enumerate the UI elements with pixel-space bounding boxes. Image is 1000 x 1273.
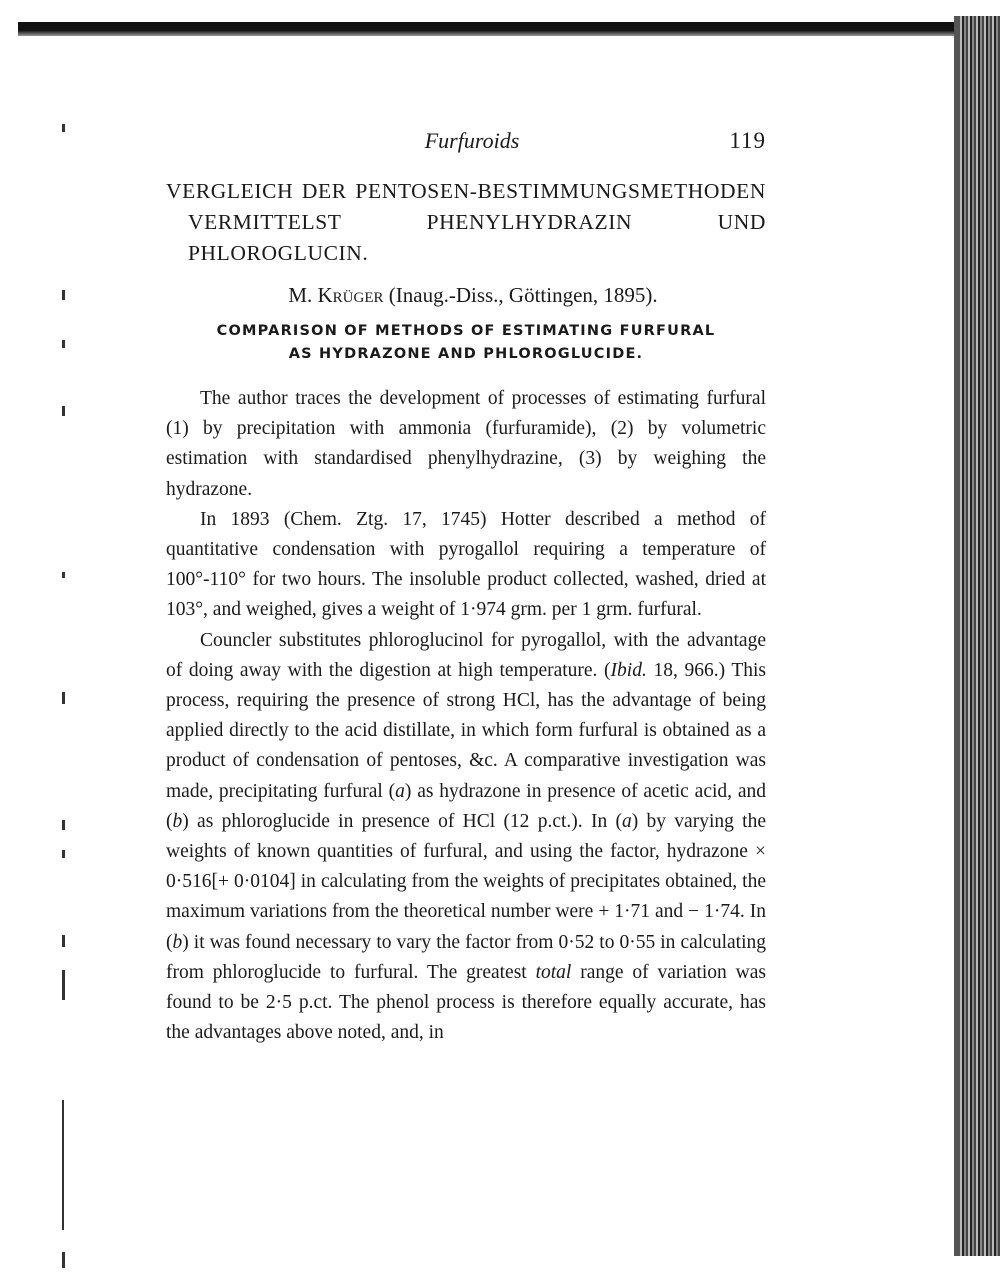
paragraph: The author traces the development of processes of estimating furfural (1) by precipitation with ammonia (furfuramide), (2) by volumetric estimation with standardised phenylhydrazine, (3) by weighing the hydrazone. <box>166 388 766 500</box>
text-run: Councler substitutes phloroglucinol for pyrogallol, with the advantage of doing away with the digestion at high temperature. ( <box>166 629 766 681</box>
margin-mark <box>62 692 65 704</box>
paragraph <box>166 626 766 1049</box>
text-run: 18, 966.) This process, requiring the presence of strong HCl, has the advantage of being applied directly to the acid distillate, in which form furfural is obtained as a product of condensation of pentoses, &c. A comparative investigation was made, precipitating furfural ( <box>166 659 766 802</box>
text-run: range of variation was found to be 2·5 p.ct. The phenol process is therefore equally accurate, has the advantages above noted, and, in <box>166 961 766 1044</box>
citation: (Inaug.-Diss., Göttingen, 1895). <box>383 283 658 307</box>
page-content <box>166 128 766 1048</box>
english-title-line: AS HYDRAZONE AND PHLOROGLUCIDE. <box>288 346 644 362</box>
book-spine-edge <box>954 16 1000 1256</box>
top-scan-border <box>18 22 976 36</box>
italic-run: b <box>172 931 183 953</box>
article-body <box>166 384 766 1048</box>
running-header <box>166 128 766 162</box>
english-title-line: COMPARISON OF METHODS OF ESTIMATING FURFURAL <box>216 323 716 339</box>
margin-mark <box>62 340 65 348</box>
margin-mark <box>62 124 65 132</box>
margin-mark <box>62 970 65 1000</box>
italic-run: b <box>172 810 183 832</box>
text-run: ) by varying the weights of known quantities of furfural, and using the factor, hydrazone × 0·516[+ 0·0104] in calculating from the weights of precipitates obtained, the maximum variations from the theoretical number were + 1·71 and − 1·74. In ( <box>166 810 766 953</box>
margin-mark <box>62 406 65 416</box>
page-number: 119 <box>729 128 766 153</box>
italic-run: a <box>395 780 405 802</box>
author-citation <box>166 283 766 308</box>
article-title-german: VERGLEICH DER PENTOSEN-BESTIMMUNGSMETHODEN VERMITTELST PHENYLHYDRAZIN UND PHLOROGLUCIN. <box>166 179 766 265</box>
margin-mark <box>62 1252 65 1268</box>
running-title: Furfuroids <box>424 128 520 153</box>
margin-mark <box>62 1100 64 1230</box>
margin-mark <box>62 850 65 858</box>
margin-mark <box>62 290 65 300</box>
margin-mark <box>62 935 65 947</box>
text-run: ) as hydrazone in presence of acetic acid, and ( <box>166 780 766 832</box>
text-run: ) as phloroglucide in presence of HCl (12 p.ct.). In ( <box>182 810 622 832</box>
margin-mark <box>62 820 65 830</box>
italic-run: a <box>621 810 632 832</box>
article-title-english <box>166 320 766 366</box>
italic-run: total <box>535 961 572 983</box>
margin-mark <box>62 572 65 578</box>
text-run: ) it was found necessary to vary the factor from 0·52 to 0·55 in calculating from phloroglucide to furfural. The greatest <box>166 931 766 983</box>
author-name: M. Krüger <box>288 283 384 307</box>
paragraph: In 1893 (Chem. Ztg. 17, 1745) Hotter described a method of quantitative condensation with pyrogallol requiring a temperature of 100°-110° for two hours. The insoluble product collected, washed, dried at 103°, and weighed, gives a weight of 1·974 grm. per 1 grm. furfural. <box>166 508 766 621</box>
italic-run: Ibid. <box>610 659 647 681</box>
